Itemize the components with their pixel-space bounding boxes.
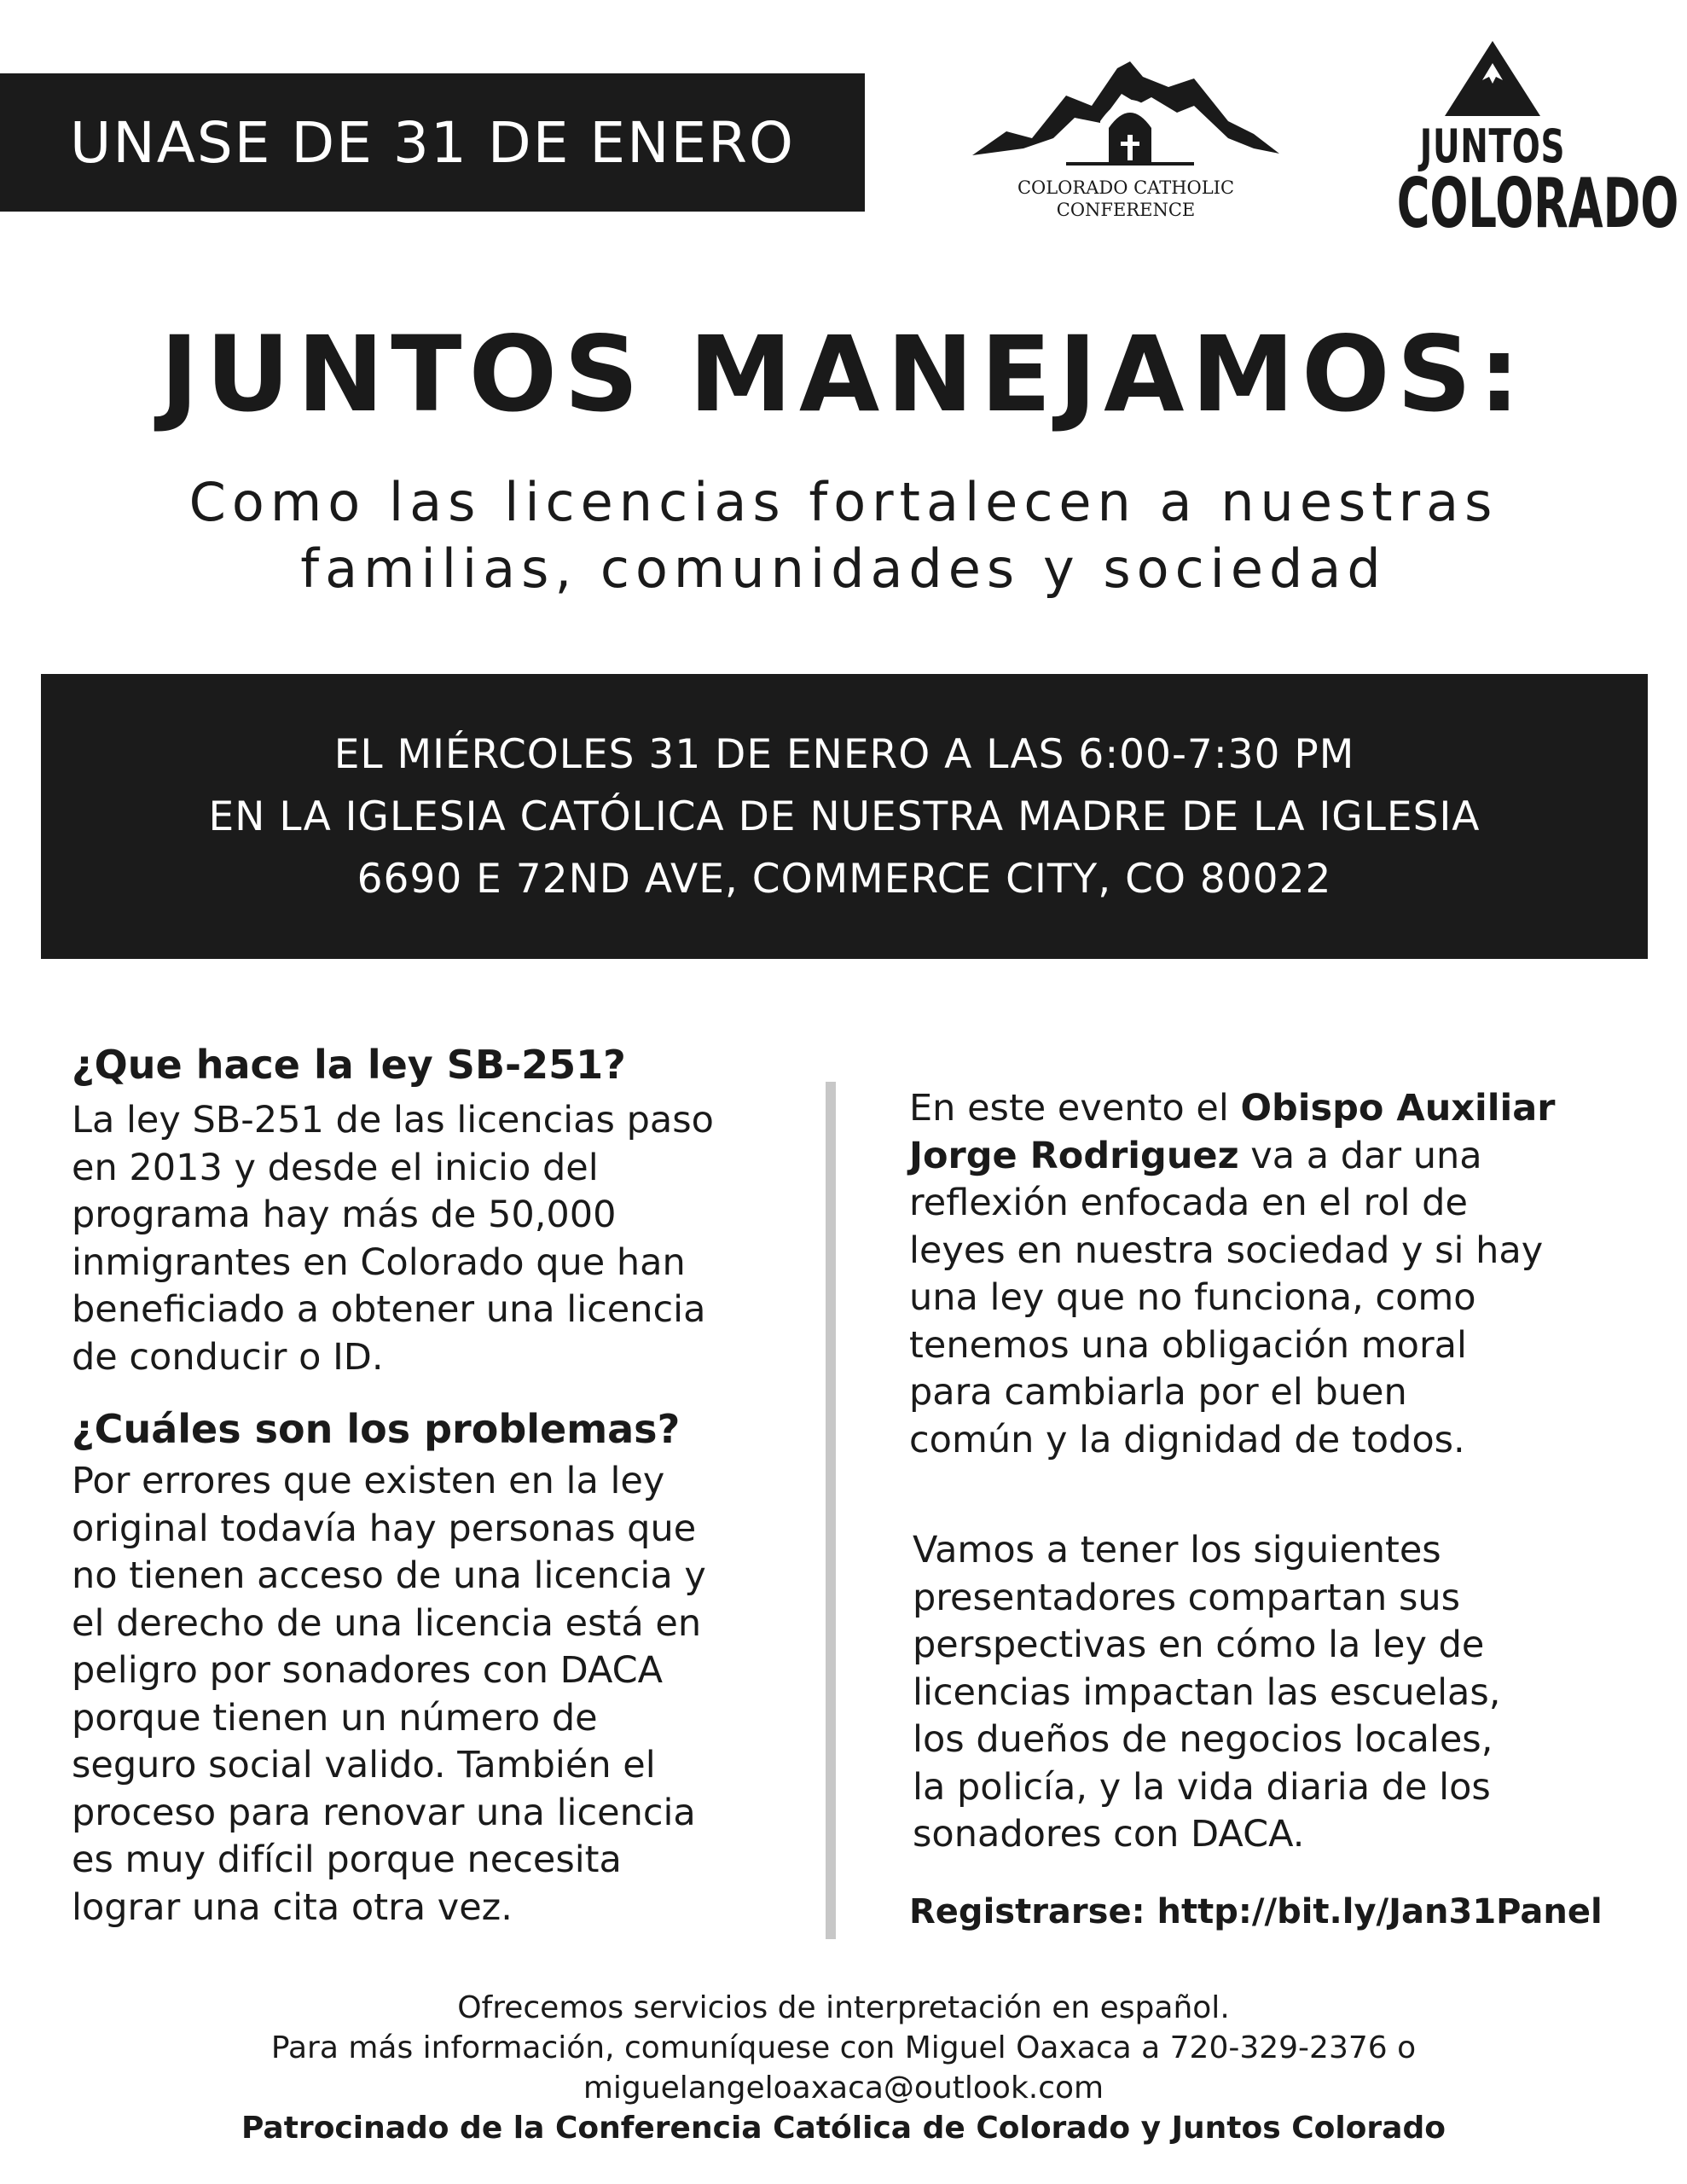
registration-link[interactable]: Registrarse: http://bit.ly/Jan31Panel: [909, 1892, 1603, 1931]
juntos-logo-text: JUNTOS: [1419, 119, 1566, 173]
event-datetime: EL MIÉRCOLES 31 DE ENERO A LAS 6:00-7:30 PM: [333, 730, 1355, 778]
page-title: JUNTOS MANEJAMOS:: [159, 314, 1528, 435]
subtitle-line1: Como las licencias fortalecen a nuestras: [188, 471, 1499, 533]
banner-text: UNASE DE 31 DE ENERO: [70, 109, 795, 176]
paragraph-line: común y la dignidad de todos.: [909, 1418, 1465, 1461]
paragraph-line: inmigrantes en Colorado que han: [72, 1240, 686, 1284]
section-heading-sb251: ¿Que hace la ley SB-251?: [72, 1042, 626, 1088]
footer: [0, 1988, 1687, 2148]
event-date-banner: [0, 73, 865, 212]
ccc-logo-line1: COLORADO CATHOLIC: [1017, 177, 1235, 198]
bishop-title: Obispo Auxiliar: [1240, 1087, 1556, 1130]
paragraph-line: Por errores que existen en la ley: [72, 1460, 665, 1502]
paragraph-line: leyes en nuestra sociedad y si hay: [909, 1228, 1544, 1272]
bishop-paragraph: [909, 1085, 1609, 1464]
paragraph-line: La ley SB-251 de las licencias paso: [72, 1099, 714, 1141]
paragraph-line: [909, 1133, 1609, 1181]
paragraph-line: Vamos a tener los siguientes: [913, 1529, 1441, 1571]
ccc-logo-line2: CONFERENCE: [1056, 200, 1196, 220]
subtitle-line2: familias, comunidades y sociedad: [300, 537, 1387, 600]
paragraph-line: la policía, y la vida diaria de los: [913, 1765, 1491, 1809]
paragraph-line: reflexión enfocada en el rol de: [909, 1182, 1468, 1224]
paragraph-line: en 2013 y desde el inicio del: [72, 1146, 599, 1189]
paragraph-line: presentadores compartan sus: [913, 1576, 1461, 1619]
paragraph-line: una ley que no funciona, como: [909, 1276, 1476, 1319]
bishop-name: Jorge Rodriguez: [909, 1134, 1239, 1177]
paragraph-line: es muy difícil porque necesita: [72, 1838, 622, 1881]
right-column: [909, 1085, 1609, 1859]
paragraph-line: no tienen acceso de una licencia y: [72, 1554, 706, 1597]
presenters-paragraph: [913, 1527, 1609, 1859]
event-venue: EN LA IGLESIA CATÓLICA DE NUESTRA MADRE DE LA IGLESIA: [208, 793, 1481, 840]
contact-email[interactable]: miguelangeloaxaca@outlook.com: [583, 2071, 1104, 2106]
bishop-after: va a dar una: [1238, 1134, 1482, 1177]
sponsor-line: Patrocinado de la Conferencia Católica de Colorado y Juntos Colorado: [241, 2111, 1446, 2146]
paragraph-line: el derecho de una licencia está en: [72, 1601, 702, 1645]
page-subtitle: [0, 469, 1687, 602]
left-column: [72, 1039, 805, 1931]
paragraph-line: para cambiarla por el buen: [909, 1371, 1407, 1414]
paragraph-line: los dueños de negocios locales,: [913, 1718, 1493, 1761]
paragraph-line: porque tienen un número de: [72, 1696, 598, 1740]
juntos-colorado-logo: [1365, 38, 1679, 243]
paragraph-line: [909, 1085, 1609, 1133]
paragraph-line: perspectivas en cómo la ley de: [913, 1623, 1485, 1666]
bishop-intro: En este evento el: [909, 1087, 1241, 1130]
problems-paragraph: [72, 1458, 805, 1931]
paragraph-line: peligro por sonadores con DACA: [72, 1649, 664, 1692]
paragraph-line: original todavía hay personas que: [72, 1507, 697, 1550]
paragraph-line: de conducir o ID.: [72, 1335, 384, 1379]
sb251-paragraph: [72, 1097, 805, 1381]
paragraph-line: beneficiado a obtener una licencia: [72, 1288, 706, 1331]
event-address: 6690 E 72ND AVE, COMMERCE CITY, CO 80022: [357, 855, 1332, 903]
paragraph-line: lograr una cita otra vez.: [72, 1885, 513, 1929]
mountain-triangle-icon: [1441, 38, 1544, 119]
contact-info: Para más información, comuníquese con Miguel Oaxaca a 720-329-2376 o: [270, 2030, 1417, 2065]
paragraph-line: programa hay más de 50,000: [72, 1194, 617, 1236]
paragraph-line: tenemos una obligación moral: [909, 1323, 1467, 1367]
paragraph-line: sonadores con DACA.: [913, 1813, 1305, 1856]
colorado-logo-text: COLORADO: [1396, 164, 1679, 243]
colorado-catholic-conference-logo: [972, 53, 1279, 232]
interpretation-note: Ofrecemos servicios de interpretación en español.: [457, 1990, 1230, 2025]
paragraph-line: proceso para renovar una licencia: [72, 1791, 696, 1834]
mountain-church-icon: [972, 53, 1279, 172]
event-details-box: [41, 674, 1648, 959]
paragraph-line: licencias impactan las escuelas,: [913, 1670, 1501, 1714]
paragraph-line: seguro social valido. También el: [72, 1744, 656, 1786]
section-heading-problems: ¿Cuáles son los problemas?: [72, 1406, 681, 1452]
column-divider: [826, 1082, 836, 1939]
